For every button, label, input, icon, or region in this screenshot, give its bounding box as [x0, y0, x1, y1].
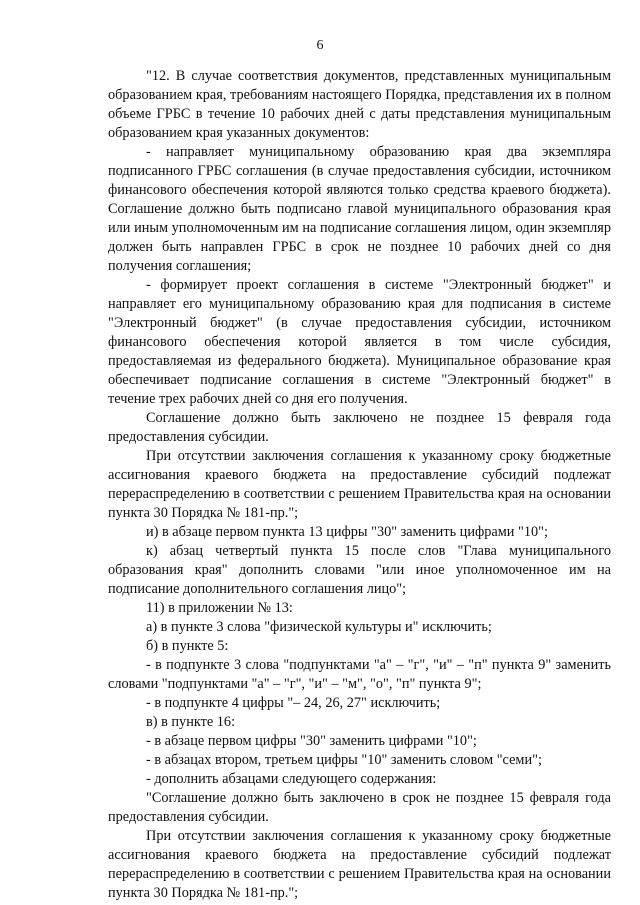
- paragraph: к) абзац четвертый пункта 15 после слов "Глава муниципального образования края" дополнить словами "или иное уполномоченное им на подписание дополнительного соглашения лицо";: [108, 543, 611, 597]
- document-body: [108, 67, 611, 903]
- paragraph: Соглашение должно быть заключено не позднее 15 февраля года предоставления субсидии.: [108, 410, 611, 445]
- paragraph: - направляет муниципальному образованию края два экземпляра подписанного ГРБС соглашения (в случае предоставления субсидии, источником финансового обеспечения которой являются только средства краевого бюджета). Соглашение должно быть подписано главой муниципального образования края или иным уполномоченным им на подписание соглашения лицом, один экземпляр должен быть направлен ГРБС в срок не позднее 10 рабочих дней со дня получения соглашения;: [108, 144, 611, 274]
- page-number: 6: [316, 38, 324, 53]
- paragraph: - дополнить абзацами следующего содержания:: [146, 771, 437, 787]
- paragraph: "Соглашение должно быть заключено в срок не позднее 15 февраля года предоставления субсидии.: [108, 790, 611, 825]
- paragraph: в) в пункте 16:: [146, 714, 236, 730]
- paragraph: При отсутствии заключения соглашения к указанному сроку бюджетные ассигнования краевого бюджета на предоставление субсидий подлежат перераспределению в соответствии с решением Правительства края на основании пункта 30 Порядка № 181-пр.";: [108, 448, 611, 521]
- paragraph: и) в абзаце первом пункта 13 цифры "30" заменить цифрами "10";: [146, 524, 548, 540]
- paragraph: - в абзаце первом цифры "30" заменить цифрами "10";: [146, 733, 477, 749]
- paragraph: - формирует проект соглашения в системе "Электронный бюджет" и направляет его муниципальному образованию края для подписания в системе "Электронный бюджет" (в случае предоставления субсидии, источником финансового обеспечения которой является в том числе субсидия, предоставляемая из федерального бюджета). Муниципальное образование края обеспечивает подписание соглашения в системе "Электронный бюджет" в течение трех рабочих дней со дня его получения.: [108, 277, 611, 407]
- paragraph: а) в пункте 3 слова "физической культуры и" исключить;: [146, 619, 492, 635]
- paragraph: - в абзацах втором, третьем цифры "10" заменить словом "семи";: [146, 752, 542, 768]
- paragraph: б) в пункте 5:: [146, 638, 229, 654]
- paragraph: 11) в приложении № 13:: [146, 600, 293, 616]
- paragraph: - в подпункте 3 слова "подпунктами "а" – "г", "и" – "п" пункта 9" заменить словами "подпунктами "а" – "г", "и" – "м", "о", "п" пункта 9";: [108, 657, 611, 692]
- paragraph: - в подпункте 4 цифры "– 24, 26, 27" исключить;: [146, 695, 441, 711]
- paragraph: "12. В случае соответствия документов, представленных муниципальным образованием края, требованиям настоящего Порядка, представления их в полном объеме ГРБС в течение 10 рабочих дней с даты представления муниципальным образованием края указанных документов:: [108, 68, 611, 141]
- paragraph: При отсутствии заключения соглашения к указанному сроку бюджетные ассигнования краевого бюджета на предоставление субсидий подлежат перераспределению в соответствии с решением Правительства края на основании пункта 30 Порядка № 181-пр.";: [108, 828, 611, 901]
